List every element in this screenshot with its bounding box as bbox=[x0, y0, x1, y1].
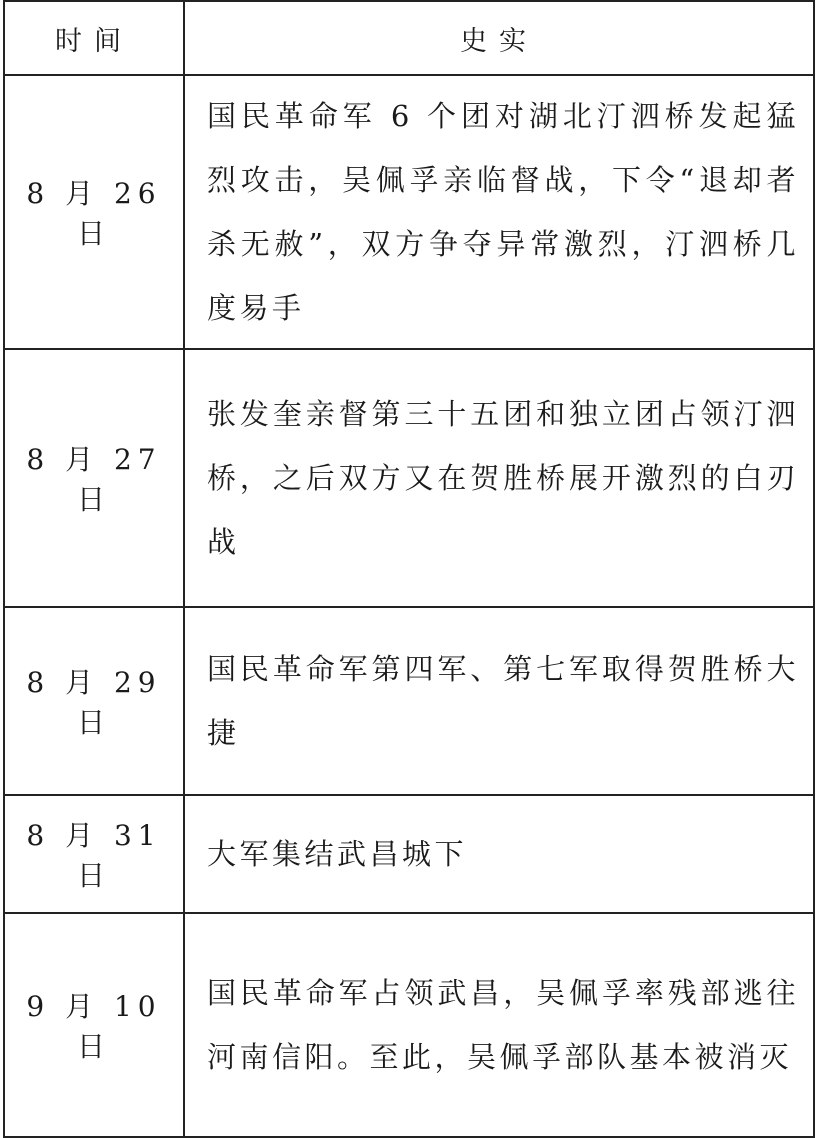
table-row bbox=[4, 75, 814, 349]
table-row bbox=[4, 607, 814, 795]
date-column-header: 时间 bbox=[4, 1, 184, 75]
date-cell: 8 月 26 日 bbox=[4, 75, 184, 349]
fact-cell: 大军集结武昌城下 bbox=[184, 795, 814, 913]
history-table bbox=[3, 0, 815, 1138]
date-cell: 8 月 29 日 bbox=[4, 607, 184, 795]
table-row bbox=[4, 795, 814, 913]
table-header-row bbox=[4, 1, 814, 75]
fact-column-header: 史实 bbox=[184, 1, 814, 75]
fact-cell: 国民革命军 6 个团对湖北汀泗桥发起猛烈攻击，吴佩孚亲临督战，下令“退却者杀无赦”，双方争夺异常激烈，汀泗桥几度易手 bbox=[184, 75, 814, 349]
table-row bbox=[4, 913, 814, 1137]
date-cell: 8 月 31 日 bbox=[4, 795, 184, 913]
table-row bbox=[4, 349, 814, 607]
date-cell: 9 月 10 日 bbox=[4, 913, 184, 1137]
fact-cell: 张发奎亲督第三十五团和独立团占领汀泗桥，之后双方又在贺胜桥展开激烈的白刃战 bbox=[184, 349, 814, 607]
fact-cell: 国民革命军占领武昌，吴佩孚率残部逃往河南信阳。至此，吴佩孚部队基本被消灭 bbox=[184, 913, 814, 1137]
date-cell: 8 月 27 日 bbox=[4, 349, 184, 607]
fact-cell: 国民革命军第四军、第七军取得贺胜桥大捷 bbox=[184, 607, 814, 795]
